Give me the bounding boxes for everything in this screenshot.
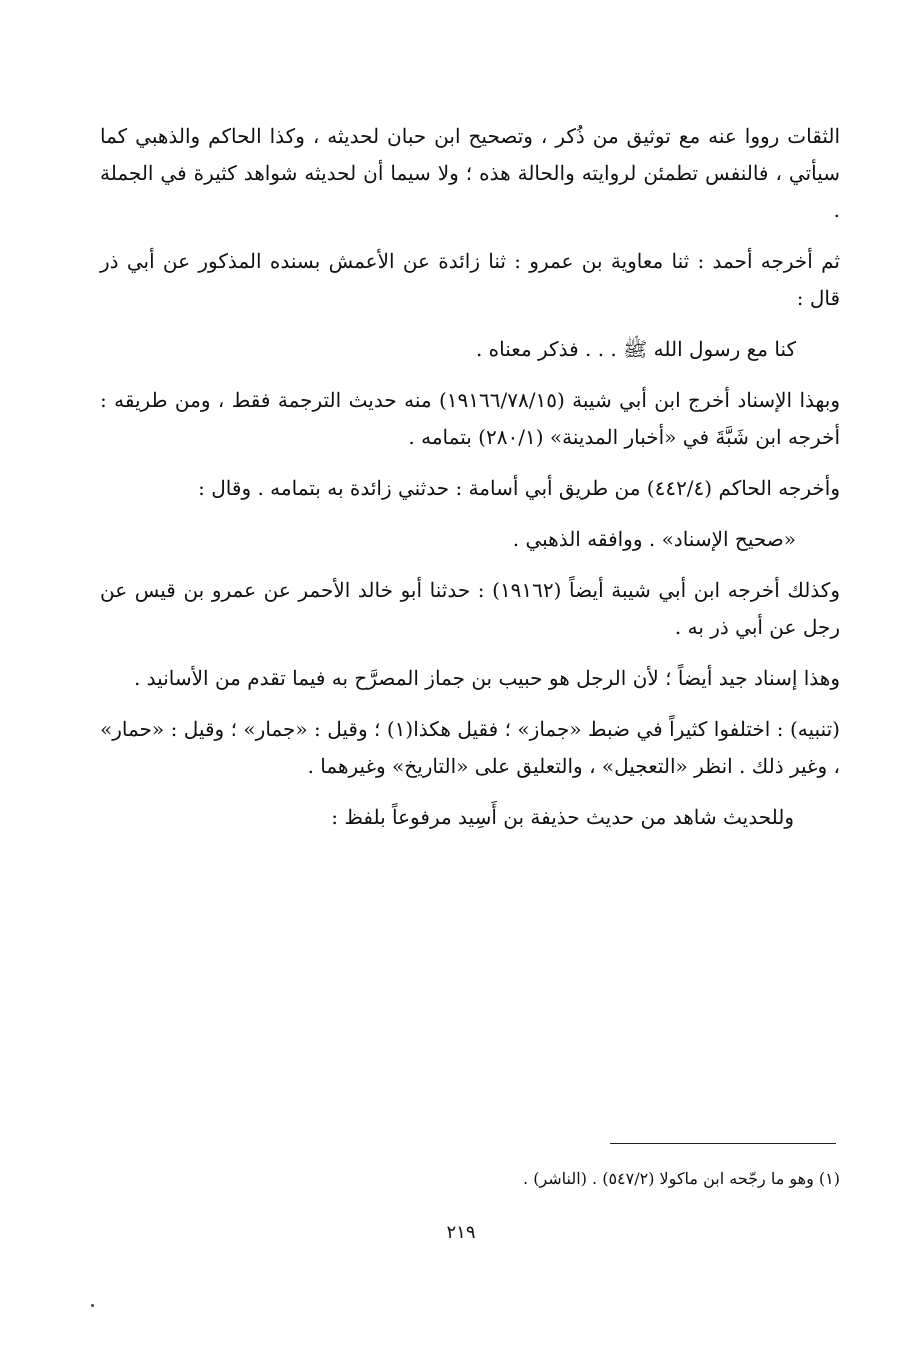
- footnote-divider: [610, 1143, 836, 1144]
- page-number: ٢١٩: [446, 1222, 476, 1243]
- paragraph-2: ثم أخرجه أحمد : ثنا معاوية بن عمرو : ثنا زائدة عن الأعمش بسنده المذكور عن أبي ذر قال :: [100, 249, 840, 310]
- paragraph-4: وبهذا الإسناد أخرج ابن أبي شيبة (١٩١٦٦/٧٨/١٥) منه حديث الترجمة فقط ، ومن طريقه : أخرجه ابن شَبَّةَ في «أخبار المدينة» (٢٨٠/١) بتمامه .: [100, 388, 840, 449]
- paragraph-9-note: (تنبيه) : اختلفوا كثيراً في ضبط «جماز» ؛ فقيل هكذا(١) ؛ وقيل : «جمار» ؛ وقيل : «حمار» ، وغير ذلك . انظر «التعجيل» ، والتعليق على «التاريخ» وغيرهما .: [100, 717, 840, 778]
- scan-speck: [91, 1304, 94, 1307]
- footnote: (١) وهو ما رجّحه ابن ماكولا (٥٤٧/٢) . (الناشر) .: [523, 1169, 840, 1188]
- paragraph-3-quote: كنا مع رسول الله ﷺ . . . فذكر معناه .: [475, 337, 796, 361]
- paragraph-5: وأخرجه الحاكم (٤٤٢/٤) من طريق أبي أسامة : حدثني زائدة به بتمامه . وقال :: [198, 476, 840, 500]
- paragraph-1: الثقات رووا عنه مع توثيق من ذُكر ، وتصحيح ابن حبان لحديثه ، وكذا الحاكم والذهبي كما سيأتي ، فالنفس تطمئن لروايته والحالة هذه ؛ ولا سيما أن لحديثه شواهد كثيرة في الجملة .: [100, 124, 840, 222]
- paragraph-6-quote: «صحيح الإسناد» . ووافقه الذهبي .: [512, 527, 796, 551]
- paragraph-8: وهذا إسناد جيد أيضاً ؛ لأن الرجل هو حبيب بن جماز المصرَّح به فيما تقدم من الأسانيد .: [133, 666, 840, 690]
- paragraph-7: وكذلك أخرجه ابن أبي شيبة أيضاً (١٩١٦٢) : حدثنا أبو خالد الأحمر عن عمرو بن قيس عن رجل عن أبي ذر به .: [100, 578, 840, 639]
- paragraph-10: وللحديث شاهد من حديث حذيفة بن أَسِيد مرفوعاً بلفظ :: [331, 805, 794, 829]
- main-text: [100, 118, 840, 850]
